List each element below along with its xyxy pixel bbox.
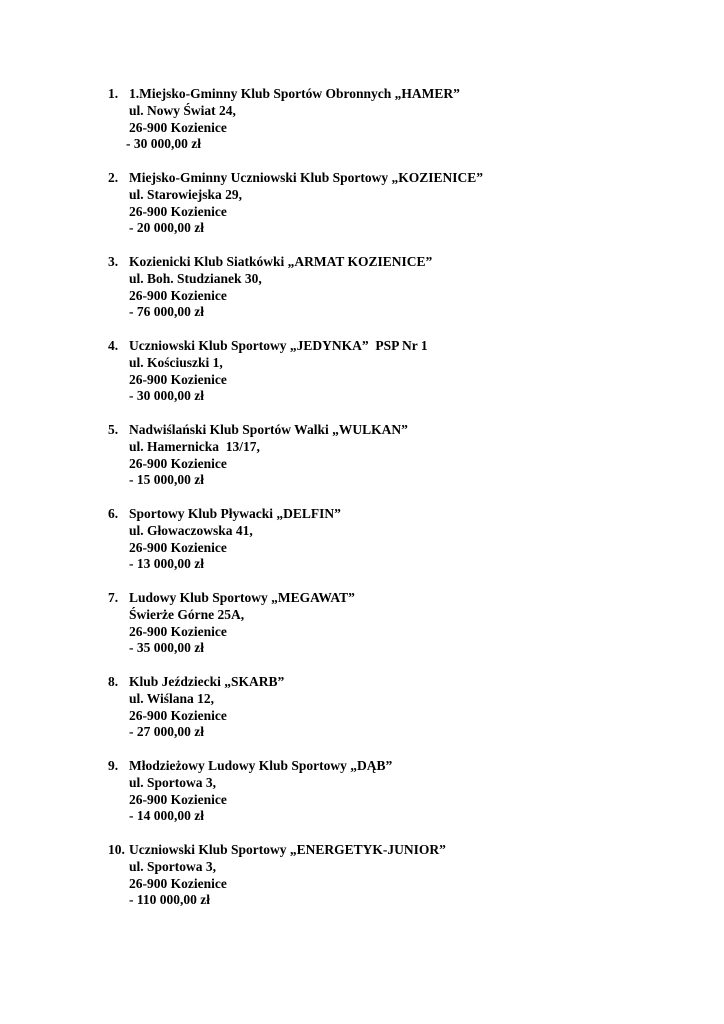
grant-amount: - 27 000,00 zł bbox=[129, 724, 204, 740]
grant-amount: - 30 000,00 zł bbox=[129, 388, 204, 404]
item-number: 10. bbox=[108, 842, 125, 857]
club-city: 26-900 Kozienice bbox=[129, 203, 227, 219]
club-city: 26-900 Kozienice bbox=[129, 791, 227, 807]
grant-amount: - 14 000,00 zł bbox=[129, 808, 204, 824]
club-name: Sportowy Klub Pływacki „DELFIN” bbox=[129, 506, 341, 521]
club-street: ul. Starowiejska 29, bbox=[129, 186, 243, 202]
grant-amount: - 35 000,00 zł bbox=[129, 640, 204, 656]
club-city: 26-900 Kozienice bbox=[129, 875, 227, 891]
club-name: Nadwiślański Klub Sportów Walki „WULKAN” bbox=[129, 422, 408, 437]
club-name: Uczniowski Klub Sportowy „JEDYNKA” PSP Nr 1 bbox=[129, 338, 428, 353]
club-street: ul. Kościuszki 1, bbox=[129, 354, 223, 370]
grant-amount: - 76 000,00 zł bbox=[129, 304, 204, 320]
club-name: Miejsko-Gminny Uczniowski Klub Sportowy „KOZIENICE” bbox=[129, 170, 484, 185]
club-street: Świerże Górne 25A, bbox=[129, 606, 245, 622]
item-number: 1. bbox=[108, 86, 119, 101]
grant-amount: - 110 000,00 zł bbox=[129, 892, 210, 908]
item-number: 3. bbox=[108, 254, 119, 269]
item-number: 8. bbox=[108, 674, 119, 689]
item-number: 9. bbox=[108, 758, 119, 773]
item-number: 2. bbox=[108, 170, 119, 185]
club-city: 26-900 Kozienice bbox=[129, 287, 227, 303]
club-street: ul. Hamernicka 13/17, bbox=[129, 438, 260, 454]
club-city: 26-900 Kozienice bbox=[129, 455, 227, 471]
item-number: 6. bbox=[108, 506, 119, 521]
club-street: ul. Boh. Studzianek 30, bbox=[129, 270, 262, 286]
club-street: ul. Głowaczowska 41, bbox=[129, 522, 253, 538]
club-name: 1.Miejsko-Gminny Klub Sportów Obronnych „HAMER” bbox=[129, 86, 460, 101]
club-city: 26-900 Kozienice bbox=[129, 623, 227, 639]
club-street: ul. Wiślana 12, bbox=[129, 690, 215, 706]
item-number: 7. bbox=[108, 590, 119, 605]
club-city: 26-900 Kozienice bbox=[129, 539, 227, 555]
grant-amount: - 30 000,00 zł bbox=[126, 136, 201, 152]
grant-amount: - 13 000,00 zł bbox=[129, 556, 204, 572]
club-name: Młodzieżowy Ludowy Klub Sportowy „DĄB” bbox=[129, 758, 393, 773]
item-number: 5. bbox=[108, 422, 119, 437]
club-name: Uczniowski Klub Sportowy „ENERGETYK-JUNIOR” bbox=[129, 842, 446, 857]
item-number: 4. bbox=[108, 338, 119, 353]
club-name: Kozienicki Klub Siatkówki „ARMAT KOZIENICE” bbox=[129, 254, 433, 269]
club-city: 26-900 Kozienice bbox=[129, 119, 227, 135]
club-street: ul. Sportowa 3, bbox=[129, 774, 217, 790]
club-city: 26-900 Kozienice bbox=[129, 707, 227, 723]
club-city: 26-900 Kozienice bbox=[129, 371, 227, 387]
club-name: Klub Jeździecki „SKARB” bbox=[129, 674, 285, 689]
club-street: ul. Nowy Świat 24, bbox=[129, 102, 236, 118]
grant-amount: - 20 000,00 zł bbox=[129, 220, 204, 236]
club-name: Ludowy Klub Sportowy „MEGAWAT” bbox=[129, 590, 355, 605]
grant-amount: - 15 000,00 zł bbox=[129, 472, 204, 488]
club-street: ul. Sportowa 3, bbox=[129, 858, 217, 874]
